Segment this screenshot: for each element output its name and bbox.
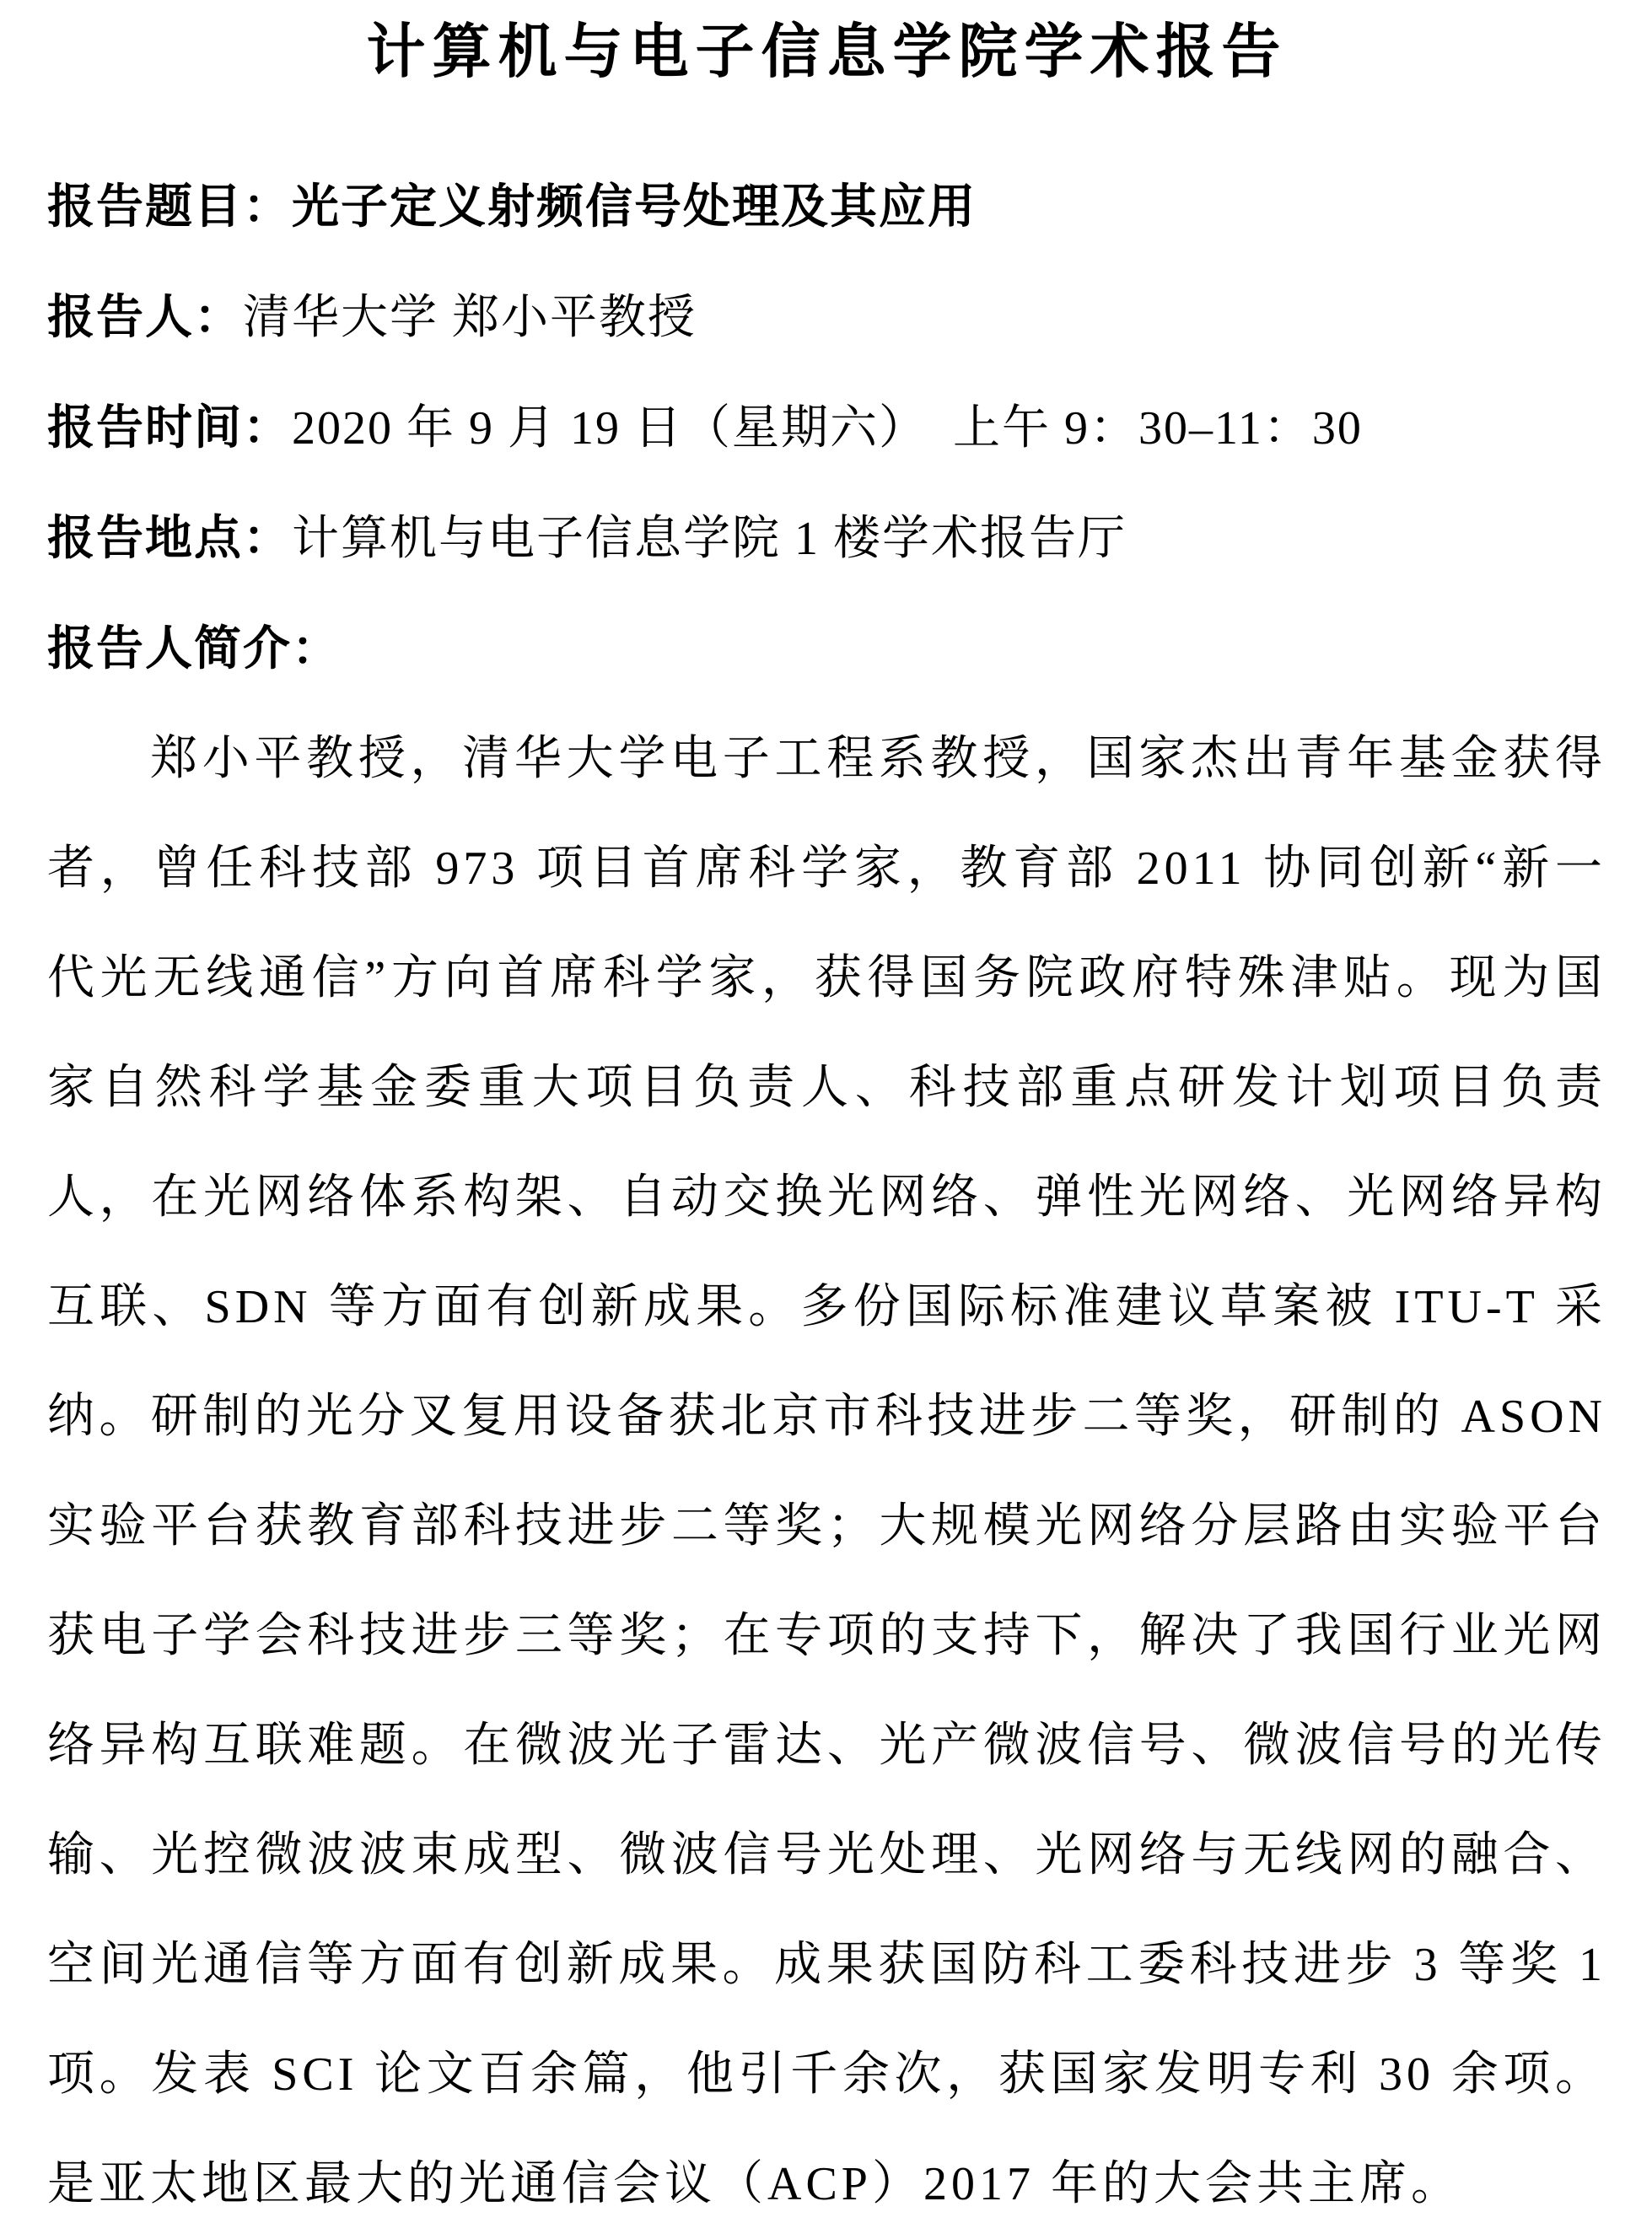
report-info-block (47, 152, 1606, 704)
report-speaker-line (47, 262, 1606, 373)
report-speaker-label: 报告人： (47, 290, 243, 343)
report-location-value: 计算机与电子信息学院 1 楼学术报告厅 (292, 513, 1127, 565)
report-location-line (47, 483, 1606, 594)
report-speaker-value: 清华大学 郑小平教授 (243, 292, 697, 344)
report-topic-label: 报告题目： (47, 180, 292, 233)
document-title: 计算机与电子信息学院学术报告 (366, 19, 1288, 84)
report-topic-line (47, 152, 1606, 262)
report-time-value: 2020 年 9 月 19 日（星期六） 上午 9：30–11：30 (292, 402, 1363, 455)
speaker-bio-heading-line (47, 594, 1606, 704)
speaker-bio-paragraph: 郑小平教授，清华大学电子工程系教授，国家杰出青年基金获得者，曾任科技部 973 项目首席科学家，教育部 2011 协同创新“新一代光无线通信”方向首席科学家，获得国务院政府特殊津贴。现为国家自然科学基金委重大项目负责人、科技部重点研发计划项目负责人，在光网络体系构架、自动交换光网络、弹性光网络、光网络异构互联、SDN 等方面有创新成果。多份国际标准建议草案被 ITU-T 采纳。研制的光分叉复用设备获北京市科技进步二等奖，研制的 ASON 实验平台获教育部科技进步二等奖；大规模光网络分层路由实验平台获电子学会科技进步三等奖；在专项的支持下，解决了我国行业光网络异构互联难题。在微波光子雷达、光产微波信号、微波信号的光传输、光控微波波束成型、微波信号光处理、光网络与无线网的融合、空间光通信等方面有创新成果。成果获国防科工委科技进步 3 等奖 1 项。发表 SCI 论文百余篇，他引千余次，获国家发明专利 30 余项。是亚太地区最大的光通信会议（ACP）2017 年的大会共主席。 (47, 733, 1606, 2210)
report-location-label: 报告地点： (47, 511, 292, 564)
report-time-label: 报告时间： (47, 401, 292, 454)
report-topic-value: 光子定义射频信号处理及其应用 (292, 180, 977, 233)
report-time-line (47, 373, 1606, 483)
speaker-bio-heading-label: 报告人简介： (47, 622, 341, 675)
